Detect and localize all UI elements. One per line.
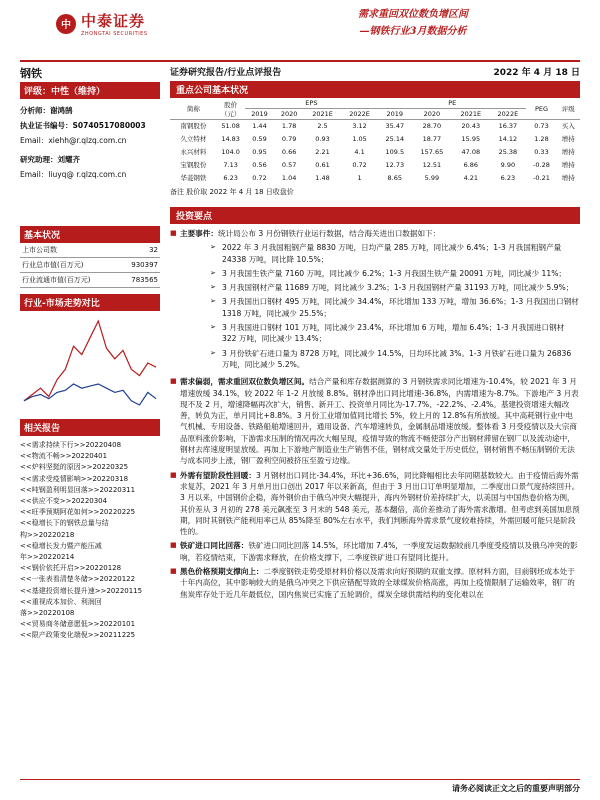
table-cell: 9.90 — [500, 161, 516, 169]
analyst-row: Email：liuyq@ r.qlzq.com.cn — [20, 170, 127, 179]
table-row — [170, 133, 580, 146]
related-report-item[interactable]: <<物流不畅>>20220401 — [20, 452, 108, 461]
event-bullet-text: 3 月我国进口钢材 101 万吨，同比减少 23.4%，环比增加 6 万吨，增加 6.4%；1-3 月我国进口钢材 322 万吨，同比减少 13.4%； — [222, 323, 565, 344]
th-year: 2022E — [341, 109, 378, 120]
basic-row: 行业总市值(百万元) 930397 — [20, 258, 160, 273]
report-date: 2022 年 4 月 18 日 — [493, 68, 580, 78]
trend-chart-header: 行业-市场走势对比 — [20, 294, 160, 311]
table-cell: 18.77 — [422, 135, 442, 143]
company-table — [170, 98, 580, 185]
related-report-item[interactable]: <<供应不变>>20220304 — [20, 497, 108, 506]
bullet-marker-icon: ■ — [170, 470, 177, 479]
title-line1: 需求重回双位数负增区间 — [358, 9, 468, 20]
related-report-item[interactable]: <<炉料坚挺的原因>>20220325 — [20, 463, 129, 472]
related-report-item[interactable]: 构>>20220218 — [20, 530, 75, 539]
company-basic-header: 重点公司基本状况 — [170, 81, 580, 98]
footer-disclaimer: 请务必阅读正文之后的重要声明部分 — [452, 784, 580, 793]
th-year: 2020 — [274, 109, 304, 120]
chart-series-line — [24, 321, 156, 401]
related-reports-header: 相关报告 — [20, 419, 160, 436]
arrow-bullet-icon: ➢ — [210, 243, 216, 252]
table-cell: 12.73 — [385, 161, 405, 169]
table-cell: 增持 — [561, 174, 575, 182]
table-cell: -0.21 — [533, 174, 550, 182]
title-line2: —钢铁行业3月数据分析 — [359, 26, 467, 37]
table-cell: 5.99 — [424, 174, 440, 182]
table-cell: 0.33 — [534, 148, 549, 156]
table-cell: 25.38 — [498, 148, 518, 156]
th-price: 股价（元） — [217, 98, 245, 120]
event-bullet-text: 3 月我国出口钢材 495 万吨，同比减少 34.4%，环比增加 133 万吨，增加 36.6%；1-3 月我国出口钢材 1318 万吨，同比减少 25.5%； — [222, 297, 579, 318]
bullet-marker-icon: ■ — [170, 229, 177, 237]
table-cell: 4.1 — [354, 148, 365, 156]
analyst-row: 分析师：谢鸿鹄 — [20, 106, 73, 115]
arrow-bullet-icon: ➢ — [210, 348, 216, 357]
related-reports-list — [20, 440, 160, 642]
table-cell: 1.04 — [281, 174, 297, 182]
arrow-bullet-icon: ➢ — [210, 268, 216, 277]
related-report-item[interactable]: <<基建投资增长提升速>>20220115 — [20, 586, 143, 595]
event-para: ■ 主要事件：统计局公布 3 月份钢铁行业运行数据，结合海关进出口数据如下： — [170, 229, 441, 238]
table-cell: 4.21 — [463, 174, 479, 182]
arrow-bullet-icon: ➢ — [210, 323, 216, 332]
logo-mark-icon: 中 — [56, 14, 76, 34]
th-year: 2021E — [452, 109, 489, 120]
related-report-item[interactable]: 落>>20220108 — [20, 609, 75, 618]
table-cell: 买入 — [561, 122, 575, 130]
bullet-marker-icon: ■ — [170, 567, 177, 576]
event-bullet — [210, 348, 580, 371]
event-bullet-text: 2022 年 3 月我国粗钢产量 8830 万吨，日均产量 285 万吨，同比减少 6.4%；1-3 月我国粗钢产量 24338 万吨，同比降 10.5%； — [222, 243, 562, 264]
table-cell: 6.23 — [500, 174, 516, 182]
table-cell: 华菱钢铁 — [180, 174, 207, 182]
footer-rule — [20, 779, 580, 780]
report-title — [358, 6, 468, 40]
table-cell: 3.12 — [352, 122, 367, 130]
table-cell: 增持 — [561, 148, 575, 156]
table-cell: 7.13 — [223, 161, 238, 169]
th-year: 2020 — [411, 109, 452, 120]
th-year: 2021E — [304, 109, 341, 120]
related-report-item[interactable]: <<贸易商冬储意愿低>>20220101 — [20, 620, 136, 629]
table-cell: 1.28 — [534, 135, 549, 143]
table-cell: 157.65 — [420, 148, 444, 156]
table-cell: 0.61 — [315, 161, 330, 169]
table-cell: 增持 — [561, 161, 575, 169]
table-cell: 2.21 — [315, 148, 330, 156]
table-cell: 0.93 — [315, 135, 330, 143]
table-row — [170, 172, 580, 185]
table-cell: 0.66 — [281, 148, 297, 156]
table-cell: 16.37 — [498, 122, 518, 130]
para-export: ■ 外需有望阶段性回暖：3 月钢材出口同比-34.4%，环比+36.6%，同比降幅相比去年同期基数较大。由于疫情后海外需求复苏，2021 年 3 月单月出口创出 2017 年以来新高，但由于 3 月出口订单明显增加，二季度出口景气度持续回升。3 月以来，中国钢价企稳，海外钢价由于俄乌冲突大幅提升，海内外钢材价差持续扩大，以美国与中国热卷价格为例，其价差从 3 月初的 278 美元飙涨至 3 月末的 548 美元，基本翻倍，高价差推动了海外需求激增。但考虑到美国加息预期，同时其钢铁产能利用率已从 85%降至 80%左右水平，我们判断海外需求景气度较难持续，外需回暖可能只是阶段性的。 — [170, 470, 580, 537]
para-ore: ■ 铁矿进口同比回落：铁矿进口同比回落 14.5%，环比增加 7.4%，一季度发运数据较前几季度受疫情以及俄乌冲突的影响，若疫情结束，下游需求释放，在价格支撑下，二季度铁矿进口有望同比提升。 — [170, 541, 578, 562]
table-cell: 0.72 — [252, 174, 267, 182]
event-bullet-text: 3 月份铁矿石进口量为 8728 万吨，同比减少 14.5%，日均环比减 3%。1-3 月铁矿石进口量为 26836 万吨，同比减少 5.2%。 — [222, 348, 572, 369]
table-cell: 增持 — [561, 135, 575, 143]
table-cell: 15.95 — [461, 135, 481, 143]
arrow-bullet-icon: ➢ — [210, 297, 216, 306]
related-report-item[interactable]: <<稳增长下的钢铁总量与结 — [20, 519, 109, 528]
table-cell: 1.05 — [352, 135, 367, 143]
table-cell: 南钢股份 — [180, 122, 207, 130]
table-note: 备注 股价取 2022 年 4 月 18 日收盘价 — [170, 188, 294, 196]
related-report-item[interactable]: <<钢价依托开启>>20220128 — [20, 564, 122, 573]
investment-points-header: 投资要点 — [170, 207, 580, 224]
table-cell: 0.59 — [252, 135, 267, 143]
related-report-item[interactable]: <<需求受疫情影响>>20220318 — [20, 474, 129, 483]
table-cell: 28.70 — [422, 122, 442, 130]
logo-en: ZHONGTAI SECURITIES — [81, 31, 148, 37]
analyst-block — [20, 103, 160, 182]
related-report-item[interactable]: <<旺季预期阿花如何>>20220225 — [20, 508, 136, 517]
para-demand: ■ 需求偏弱，需求重回双位数负增区间。结合产量和库存数据测算的 3 月钢铁需求同比增速为-10.4%，较 2021 年 3 月增速放缓 34.1%，较 2022 年 1-2 月放缓 8.8%。钢材净出口同比增速-36.8%，内需增速为-8.7%。下游地产 3 月表现不及 2 月，增速降幅再次扩大，销售、新开工、投资单月同比为-17.7%、-22.2%、-2.4%。基建投资增速大幅改善，转负为正，单月同比+8.8%。3 月份工业增加值同比增长 5%，较上月的 12.8%有所放缓。其中高耗钢行业中电气机械、专用设备、铁路船舶增速回升，通用设备、汽车增速转负，金属制品增速放缓。整体看 3 月受疫情以及大宗商品原料涨价影响，下游需求压制的情况再次大幅呈现，疫情导致的物流不畅使部分产出钢材滞留在钢厂以及流动途中，钢材去库速度明显放缓。再加上下游地产制造业生产销售不佳，钢材成交量处于历史低位，钢材销售不畅压制钢价无法与成本同步上涨，钢厂盈利空间被挤压至盈亏边缘。 — [170, 377, 579, 466]
event-bullet-text: 3 月我国钢材产量 11689 万吨，同比减少 3.2%；1-3 月我国钢材产量 31193 万吨，同比减少 5.9%； — [222, 283, 574, 293]
main-content — [170, 62, 580, 600]
table-cell: 51.08 — [221, 122, 240, 130]
table-cell: 1 — [357, 174, 362, 182]
event-bullet-text: 3 月我国生铁产量 7160 万吨，同比减少 6.2%；1-3 月我国生铁产量 20091 万吨，同比减少 11%； — [222, 268, 567, 278]
table-cell: 0.73 — [534, 122, 549, 130]
investment-body — [170, 228, 580, 600]
table-cell: 永兴材料 — [180, 148, 207, 156]
analyst-row: 研究助理：刘耀齐 — [20, 155, 80, 164]
table-cell: 109.5 — [385, 148, 405, 156]
table-cell: 8.65 — [387, 174, 403, 182]
table-cell: 12.51 — [422, 161, 442, 169]
th-name: 简称 — [170, 98, 217, 120]
th-peg: PEG — [526, 98, 556, 120]
th-year: 2022E — [489, 109, 526, 120]
chart-series-line — [24, 384, 156, 405]
related-report-item[interactable]: 年>>20220214 — [20, 553, 75, 562]
sector-name: 钢铁 — [20, 67, 42, 80]
table-row — [170, 146, 580, 159]
basic-status-header: 基本状况 — [20, 226, 160, 243]
th-pe: PE — [378, 98, 526, 109]
table-cell: 0.95 — [252, 148, 267, 156]
table-cell: 1.48 — [315, 174, 330, 182]
table-cell: 20.43 — [461, 122, 481, 130]
trend-chart — [20, 313, 160, 413]
event-bullet — [210, 242, 580, 265]
table-cell: 1.44 — [252, 122, 267, 130]
report-type: 证券研究报告/行业点评报告 — [170, 68, 282, 78]
report-type-bar — [170, 62, 580, 81]
table-cell: 0.72 — [352, 161, 367, 169]
th-rating: 评级 — [557, 98, 580, 120]
trend-chart-svg — [20, 313, 160, 413]
related-report-item[interactable]: <<需求持续下行>>20220408 — [20, 441, 122, 449]
analyst-row: Email：xiehh@r.qlzq.com.cn — [20, 136, 127, 145]
related-report-item[interactable]: <<限产政策变化端倪>>20211225 — [20, 631, 136, 640]
table-cell: 35.47 — [385, 122, 405, 130]
bullet-marker-icon: ■ — [170, 541, 177, 550]
table-cell: 104.0 — [221, 148, 240, 156]
related-report-item[interactable]: <<吨钢盈利明显回落>>20220311 — [20, 485, 136, 494]
event-bullet — [210, 282, 580, 293]
table-cell: 1.78 — [281, 122, 297, 130]
table-cell: -0.28 — [533, 161, 550, 169]
event-bullet — [210, 296, 580, 319]
table-cell: 0.57 — [281, 161, 297, 169]
table-cell: 宝钢股份 — [180, 161, 207, 169]
table-row — [170, 120, 580, 134]
table-cell: 2.5 — [317, 122, 328, 130]
rating-bar: 评级：中性（维持） — [20, 82, 160, 99]
table-cell: 47.08 — [461, 148, 481, 156]
basic-row: 上市公司数 32 — [20, 243, 160, 258]
table-cell: 6.23 — [223, 174, 238, 182]
th-eps: EPS — [245, 98, 378, 109]
arrow-bullet-icon: ➢ — [210, 283, 216, 292]
table-row — [170, 159, 580, 172]
event-bullet — [210, 322, 580, 345]
company-logo — [56, 10, 148, 37]
table-cell: 0.79 — [281, 135, 297, 143]
table-cell: 25.14 — [385, 135, 405, 143]
event-bullet — [210, 268, 580, 279]
table-cell: 久立特材 — [180, 135, 207, 143]
related-report-item[interactable]: <<一张表看清楚冬储>>20220122 — [20, 575, 136, 584]
related-report-item[interactable]: <<稳增长发力暨产能压减 — [20, 541, 102, 550]
table-cell: 14.83 — [221, 135, 240, 143]
para-price: ■ 黑色价格预期支撑向上：二季度钢铁走势受原材料价格以及需求向好预期的双重支撑。原材料方面，目前钢坯成本处于十年内高位，其中影响较大的是俄乌冲突之下供应错配导致的全球煤炭价格高涨，再加上疫情限制了运输效率，钢厂的焦炭库存处于近几年最低位，国内焦炭已实施了五轮调价，煤炭全球供需结构的变化难以在 — [170, 567, 575, 599]
logo-cn: 中泰证券 — [81, 12, 146, 30]
table-cell: 0.56 — [252, 161, 267, 169]
basic-row: 行业流通市值(百万元) 783565 — [20, 273, 160, 288]
th-year: 2019 — [245, 109, 275, 120]
analyst-row: 执业证书编号：S0740517080003 — [20, 121, 146, 130]
table-cell: 6.86 — [463, 161, 479, 169]
th-year: 2019 — [378, 109, 411, 120]
sidebar — [20, 62, 160, 642]
bullet-marker-icon: ■ — [170, 377, 177, 386]
table-cell: 14.12 — [498, 135, 518, 143]
related-report-item[interactable]: <<重视成本加价、利润回 — [20, 597, 102, 606]
